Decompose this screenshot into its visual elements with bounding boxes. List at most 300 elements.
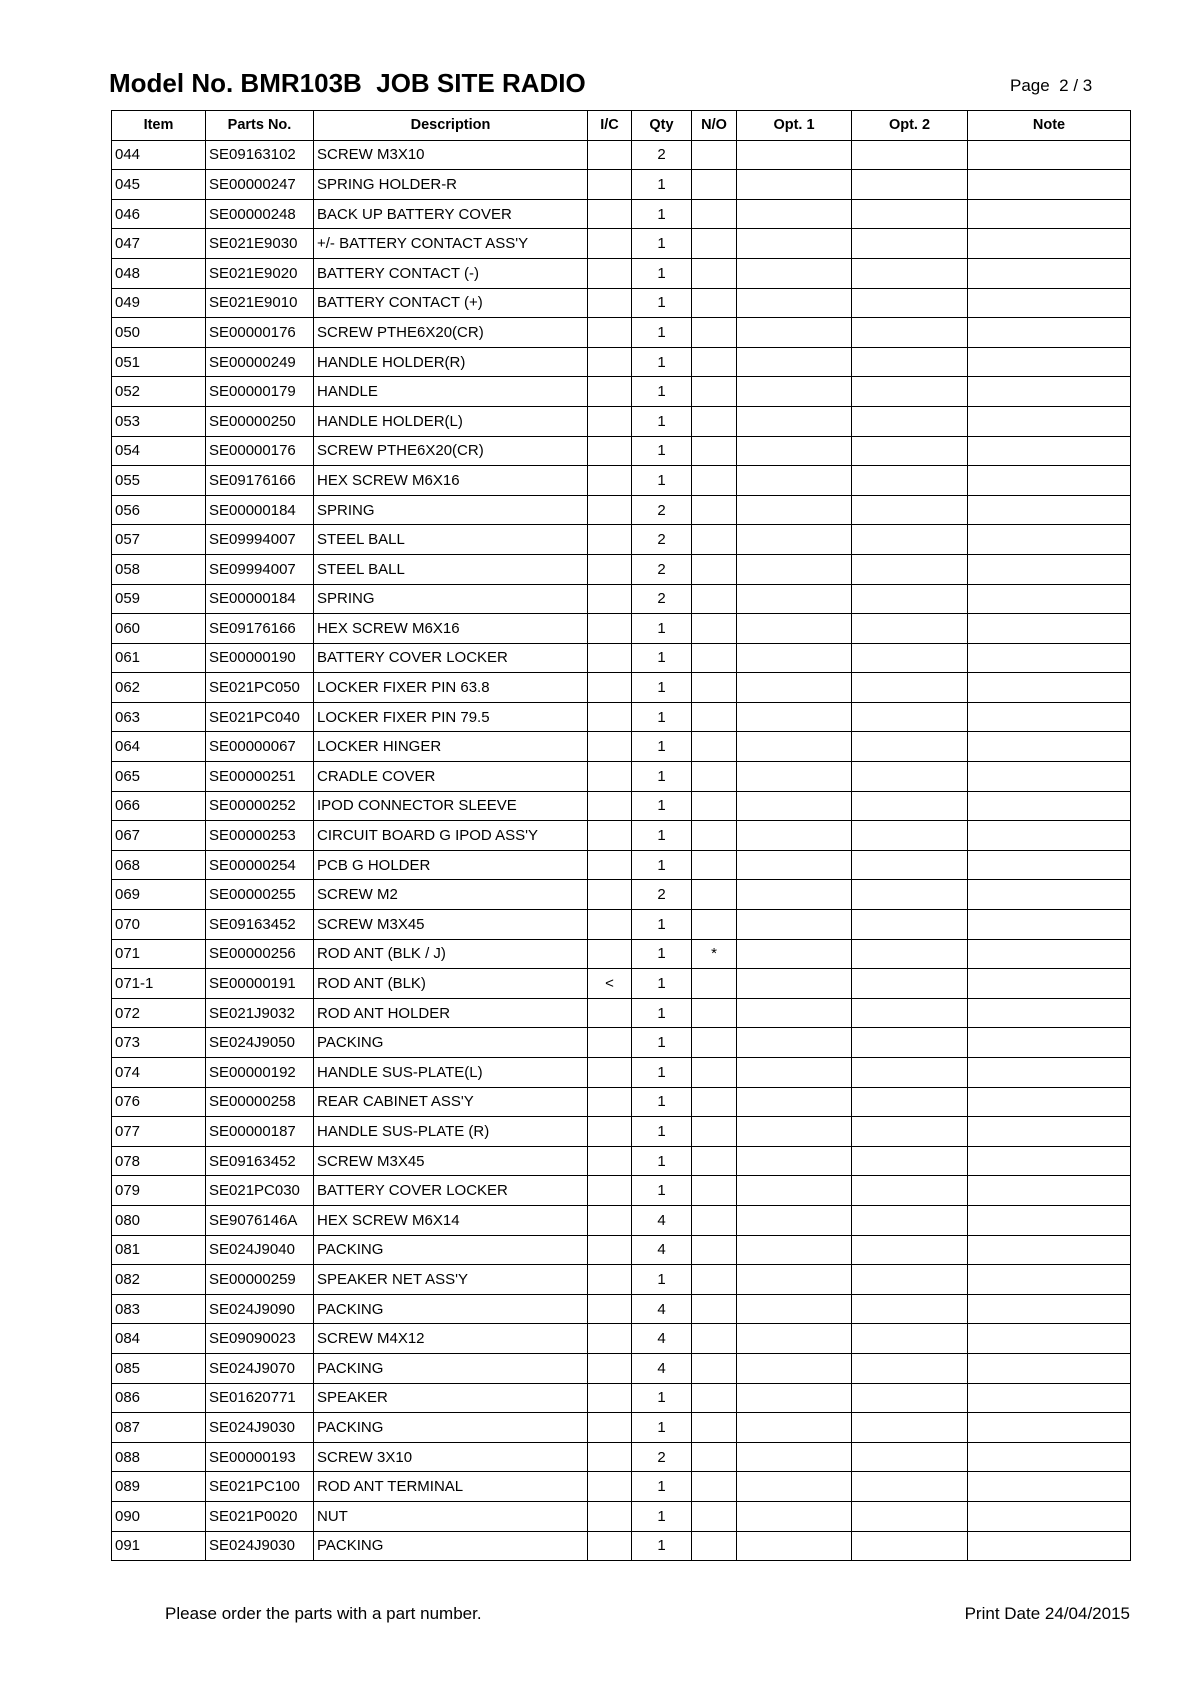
table-row [112, 732, 1131, 762]
cell-qty: 1 [632, 288, 692, 318]
cell-opt2 [852, 1413, 968, 1443]
cell-opt1 [737, 1176, 852, 1206]
cell-item: 056 [112, 495, 206, 525]
cell-qty: 4 [632, 1235, 692, 1265]
cell-item: 051 [112, 347, 206, 377]
cell-no [692, 140, 737, 170]
cell-ic: < [588, 969, 632, 999]
cell-note [968, 998, 1131, 1028]
cell-parts-no: SE9076146A [206, 1205, 314, 1235]
table-row [112, 1353, 1131, 1383]
cell-qty: 1 [632, 406, 692, 436]
cell-note [968, 702, 1131, 732]
cell-opt1 [737, 1324, 852, 1354]
cell-qty: 1 [632, 1413, 692, 1443]
cell-item: 065 [112, 762, 206, 792]
cell-qty: 1 [632, 199, 692, 229]
table-row [112, 1205, 1131, 1235]
table-row [112, 140, 1131, 170]
cell-ic [588, 791, 632, 821]
cell-parts-no: SE00000179 [206, 377, 314, 407]
cell-parts-no: SE00000254 [206, 850, 314, 880]
cell-note [968, 495, 1131, 525]
cell-description: LOCKER FIXER PIN 63.8 [314, 673, 588, 703]
cell-note [968, 1087, 1131, 1117]
cell-no [692, 1058, 737, 1088]
cell-opt1 [737, 1235, 852, 1265]
cell-opt2 [852, 584, 968, 614]
column-header-opt2: Opt. 2 [852, 111, 968, 141]
cell-parts-no: SE09163102 [206, 140, 314, 170]
cell-no [692, 1531, 737, 1561]
cell-no [692, 466, 737, 496]
cell-opt2 [852, 258, 968, 288]
cell-item: 050 [112, 318, 206, 348]
cell-opt2 [852, 998, 968, 1028]
cell-no [692, 170, 737, 200]
cell-opt2 [852, 406, 968, 436]
cell-parts-no: SE00000191 [206, 969, 314, 999]
cell-description: SPRING [314, 584, 588, 614]
cell-no [692, 910, 737, 940]
cell-parts-no: SE00000192 [206, 1058, 314, 1088]
parts-table-body [112, 140, 1131, 1561]
cell-opt1 [737, 1087, 852, 1117]
cell-opt1 [737, 554, 852, 584]
cell-ic [588, 1383, 632, 1413]
cell-description: SCREW M2 [314, 880, 588, 910]
cell-opt2 [852, 1531, 968, 1561]
cell-opt1 [737, 584, 852, 614]
cell-opt1 [737, 939, 852, 969]
cell-item: 049 [112, 288, 206, 318]
table-row [112, 673, 1131, 703]
cell-no [692, 762, 737, 792]
cell-note [968, 643, 1131, 673]
cell-opt2 [852, 170, 968, 200]
cell-qty: 1 [632, 643, 692, 673]
cell-no [692, 1353, 737, 1383]
cell-parts-no: SE00000247 [206, 170, 314, 200]
cell-description: NUT [314, 1501, 588, 1531]
cell-qty: 1 [632, 910, 692, 940]
cell-ic [588, 1442, 632, 1472]
cell-qty: 1 [632, 673, 692, 703]
cell-opt2 [852, 614, 968, 644]
cell-opt2 [852, 199, 968, 229]
cell-ic [588, 525, 632, 555]
cell-no [692, 377, 737, 407]
table-row [112, 377, 1131, 407]
cell-qty: 1 [632, 229, 692, 259]
cell-no [692, 318, 737, 348]
cell-qty: 1 [632, 258, 692, 288]
cell-parts-no: SE00000176 [206, 318, 314, 348]
cell-item: 059 [112, 584, 206, 614]
cell-description: SPEAKER [314, 1383, 588, 1413]
cell-opt1 [737, 821, 852, 851]
cell-opt1 [737, 1501, 852, 1531]
cell-description: STEEL BALL [314, 525, 588, 555]
cell-note [968, 406, 1131, 436]
cell-note [968, 1353, 1131, 1383]
cell-ic [588, 1058, 632, 1088]
cell-note [968, 288, 1131, 318]
cell-note [968, 1501, 1131, 1531]
cell-ic [588, 554, 632, 584]
cell-parts-no: SE00000184 [206, 584, 314, 614]
column-header-item: Item [112, 111, 206, 141]
cell-parts-no: SE021P0020 [206, 1501, 314, 1531]
cell-opt1 [737, 673, 852, 703]
cell-note [968, 377, 1131, 407]
cell-qty: 1 [632, 791, 692, 821]
cell-opt1 [737, 318, 852, 348]
cell-opt1 [737, 1442, 852, 1472]
table-row [112, 495, 1131, 525]
cell-description: SPEAKER NET ASS'Y [314, 1265, 588, 1295]
cell-qty: 1 [632, 969, 692, 999]
cell-parts-no: SE09163452 [206, 1146, 314, 1176]
cell-qty: 1 [632, 1058, 692, 1088]
cell-qty: 4 [632, 1294, 692, 1324]
cell-no [692, 643, 737, 673]
cell-note [968, 762, 1131, 792]
cell-note [968, 939, 1131, 969]
cell-item: 072 [112, 998, 206, 1028]
cell-item: 077 [112, 1117, 206, 1147]
cell-ic [588, 1531, 632, 1561]
cell-opt2 [852, 318, 968, 348]
cell-no [692, 791, 737, 821]
table-row [112, 1324, 1131, 1354]
cell-qty: 4 [632, 1324, 692, 1354]
cell-no [692, 998, 737, 1028]
cell-opt2 [852, 762, 968, 792]
cell-item: 080 [112, 1205, 206, 1235]
table-row [112, 406, 1131, 436]
cell-description: PACKING [314, 1353, 588, 1383]
cell-note [968, 1413, 1131, 1443]
cell-parts-no: SE021PC100 [206, 1472, 314, 1502]
cell-opt2 [852, 880, 968, 910]
cell-no [692, 1087, 737, 1117]
cell-parts-no: SE00000258 [206, 1087, 314, 1117]
table-row [112, 318, 1131, 348]
cell-opt2 [852, 1324, 968, 1354]
cell-ic [588, 288, 632, 318]
cell-opt2 [852, 1205, 968, 1235]
cell-no [692, 1146, 737, 1176]
cell-parts-no: SE09163452 [206, 910, 314, 940]
column-header-no: N/O [692, 111, 737, 141]
cell-description: IPOD CONNECTOR SLEEVE [314, 791, 588, 821]
cell-qty: 1 [632, 347, 692, 377]
cell-item: 090 [112, 1501, 206, 1531]
cell-item: 055 [112, 466, 206, 496]
table-row [112, 614, 1131, 644]
cell-qty: 1 [632, 998, 692, 1028]
cell-no [692, 1294, 737, 1324]
cell-description: HEX SCREW M6X16 [314, 614, 588, 644]
cell-parts-no: SE00000193 [206, 1442, 314, 1472]
cell-opt1 [737, 199, 852, 229]
cell-opt2 [852, 436, 968, 466]
cell-parts-no: SE00000067 [206, 732, 314, 762]
cell-parts-no: SE00000251 [206, 762, 314, 792]
cell-qty: 1 [632, 732, 692, 762]
cell-opt1 [737, 1117, 852, 1147]
cell-note [968, 1265, 1131, 1295]
cell-opt1 [737, 1472, 852, 1502]
cell-qty: 4 [632, 1353, 692, 1383]
table-header-row [112, 111, 1131, 141]
cell-no [692, 199, 737, 229]
cell-no [692, 821, 737, 851]
cell-description: HEX SCREW M6X16 [314, 466, 588, 496]
cell-note [968, 910, 1131, 940]
table-row [112, 1028, 1131, 1058]
cell-qty: 1 [632, 1176, 692, 1206]
cell-parts-no: SE024J9030 [206, 1531, 314, 1561]
cell-opt2 [852, 347, 968, 377]
cell-note [968, 525, 1131, 555]
cell-no [692, 1413, 737, 1443]
cell-opt1 [737, 643, 852, 673]
cell-item: 070 [112, 910, 206, 940]
cell-no [692, 1501, 737, 1531]
cell-note [968, 1442, 1131, 1472]
cell-parts-no: SE021PC050 [206, 673, 314, 703]
cell-note [968, 1235, 1131, 1265]
cell-note [968, 1205, 1131, 1235]
cell-opt1 [737, 1028, 852, 1058]
cell-item: 073 [112, 1028, 206, 1058]
cell-opt1 [737, 466, 852, 496]
table-row [112, 1531, 1131, 1561]
cell-item: 048 [112, 258, 206, 288]
cell-qty: 2 [632, 140, 692, 170]
cell-opt1 [737, 791, 852, 821]
cell-description: HANDLE SUS-PLATE(L) [314, 1058, 588, 1088]
cell-parts-no: SE01620771 [206, 1383, 314, 1413]
cell-parts-no: SE021E9010 [206, 288, 314, 318]
cell-item: 076 [112, 1087, 206, 1117]
table-row [112, 1501, 1131, 1531]
cell-opt2 [852, 525, 968, 555]
cell-item: 084 [112, 1324, 206, 1354]
cell-ic [588, 1235, 632, 1265]
cell-qty: 1 [632, 377, 692, 407]
cell-parts-no: SE09176166 [206, 614, 314, 644]
cell-parts-no: SE00000250 [206, 406, 314, 436]
cell-opt2 [852, 1294, 968, 1324]
cell-parts-no: SE00000256 [206, 939, 314, 969]
cell-no [692, 347, 737, 377]
cell-opt2 [852, 466, 968, 496]
cell-no [692, 1324, 737, 1354]
cell-item: 071 [112, 939, 206, 969]
table-row [112, 1383, 1131, 1413]
cell-ic [588, 258, 632, 288]
cell-description: BATTERY CONTACT (+) [314, 288, 588, 318]
column-header-qty: Qty [632, 111, 692, 141]
cell-item: 087 [112, 1413, 206, 1443]
cell-opt1 [737, 229, 852, 259]
cell-no [692, 850, 737, 880]
cell-no [692, 702, 737, 732]
cell-item: 082 [112, 1265, 206, 1295]
table-row [112, 850, 1131, 880]
table-row [112, 466, 1131, 496]
cell-qty: 1 [632, 1501, 692, 1531]
cell-opt1 [737, 1265, 852, 1295]
cell-opt2 [852, 643, 968, 673]
cell-parts-no: SE00000184 [206, 495, 314, 525]
cell-qty: 2 [632, 584, 692, 614]
cell-no [692, 495, 737, 525]
cell-opt2 [852, 791, 968, 821]
cell-ic [588, 584, 632, 614]
cell-ic [588, 436, 632, 466]
cell-note [968, 258, 1131, 288]
cell-qty: 1 [632, 1472, 692, 1502]
cell-opt1 [737, 702, 852, 732]
cell-qty: 1 [632, 1028, 692, 1058]
table-row [112, 969, 1131, 999]
cell-no [692, 969, 737, 999]
cell-description: SCREW M3X45 [314, 1146, 588, 1176]
cell-qty: 1 [632, 762, 692, 792]
cell-opt2 [852, 1087, 968, 1117]
cell-parts-no: SE021PC040 [206, 702, 314, 732]
cell-note [968, 1472, 1131, 1502]
table-row [112, 998, 1131, 1028]
cell-description: LOCKER HINGER [314, 732, 588, 762]
cell-item: 047 [112, 229, 206, 259]
cell-item: 078 [112, 1146, 206, 1176]
cell-note [968, 436, 1131, 466]
cell-note [968, 880, 1131, 910]
cell-note [968, 584, 1131, 614]
cell-description: SPRING [314, 495, 588, 525]
cell-item: 045 [112, 170, 206, 200]
table-row [112, 229, 1131, 259]
cell-opt2 [852, 969, 968, 999]
cell-no [692, 584, 737, 614]
table-row [112, 1265, 1131, 1295]
cell-description: ROD ANT (BLK) [314, 969, 588, 999]
cell-opt1 [737, 614, 852, 644]
cell-no [692, 406, 737, 436]
cell-ic [588, 762, 632, 792]
cell-qty: 1 [632, 466, 692, 496]
cell-item: 074 [112, 1058, 206, 1088]
cell-opt2 [852, 1383, 968, 1413]
cell-ic [588, 1087, 632, 1117]
table-row [112, 1087, 1131, 1117]
cell-no: * [692, 939, 737, 969]
cell-opt1 [737, 850, 852, 880]
cell-note [968, 821, 1131, 851]
cell-note [968, 170, 1131, 200]
cell-parts-no: SE00000190 [206, 643, 314, 673]
cell-ic [588, 495, 632, 525]
cell-item: 058 [112, 554, 206, 584]
cell-ic [588, 1117, 632, 1147]
cell-ic [588, 199, 632, 229]
cell-opt1 [737, 347, 852, 377]
cell-opt1 [737, 525, 852, 555]
column-header-description: Description [314, 111, 588, 141]
cell-opt2 [852, 910, 968, 940]
cell-no [692, 1383, 737, 1413]
cell-opt2 [852, 1472, 968, 1502]
cell-qty: 1 [632, 614, 692, 644]
cell-opt2 [852, 1353, 968, 1383]
cell-parts-no: SE021PC030 [206, 1176, 314, 1206]
page-number: Page 2 / 3 [1010, 76, 1093, 95]
cell-qty: 1 [632, 1265, 692, 1295]
cell-ic [588, 406, 632, 436]
column-header-ic: I/C [588, 111, 632, 141]
cell-description: LOCKER FIXER PIN 79.5 [314, 702, 588, 732]
column-header-opt1: Opt. 1 [737, 111, 852, 141]
cell-opt2 [852, 1117, 968, 1147]
cell-ic [588, 1265, 632, 1295]
cell-ic [588, 880, 632, 910]
cell-ic [588, 732, 632, 762]
cell-parts-no: SE024J9070 [206, 1353, 314, 1383]
cell-opt2 [852, 1176, 968, 1206]
cell-opt2 [852, 702, 968, 732]
cell-note [968, 140, 1131, 170]
cell-opt2 [852, 140, 968, 170]
cell-parts-no: SE024J9030 [206, 1413, 314, 1443]
cell-description: SCREW PTHE6X20(CR) [314, 436, 588, 466]
cell-item: 069 [112, 880, 206, 910]
cell-item: 044 [112, 140, 206, 170]
table-row [112, 1176, 1131, 1206]
cell-opt1 [737, 1294, 852, 1324]
cell-opt2 [852, 1501, 968, 1531]
table-row [112, 880, 1131, 910]
footer-order-note: Please order the parts with a part number. [165, 1604, 482, 1623]
cell-ic [588, 673, 632, 703]
table-row [112, 1294, 1131, 1324]
cell-note [968, 969, 1131, 999]
cell-parts-no: SE021J9032 [206, 998, 314, 1028]
footer-print-date: Print Date 24/04/2015 [964, 1604, 1130, 1623]
cell-description: PACKING [314, 1235, 588, 1265]
cell-no [692, 436, 737, 466]
cell-item: 057 [112, 525, 206, 555]
cell-ic [588, 466, 632, 496]
table-row [112, 436, 1131, 466]
cell-opt1 [737, 910, 852, 940]
cell-opt1 [737, 288, 852, 318]
cell-description: BACK UP BATTERY COVER [314, 199, 588, 229]
table-row [112, 170, 1131, 200]
cell-description: PACKING [314, 1028, 588, 1058]
cell-note [968, 318, 1131, 348]
table-row [112, 1146, 1131, 1176]
cell-parts-no: SE09994007 [206, 525, 314, 555]
cell-item: 089 [112, 1472, 206, 1502]
cell-note [968, 1176, 1131, 1206]
cell-opt2 [852, 732, 968, 762]
cell-qty: 1 [632, 1087, 692, 1117]
